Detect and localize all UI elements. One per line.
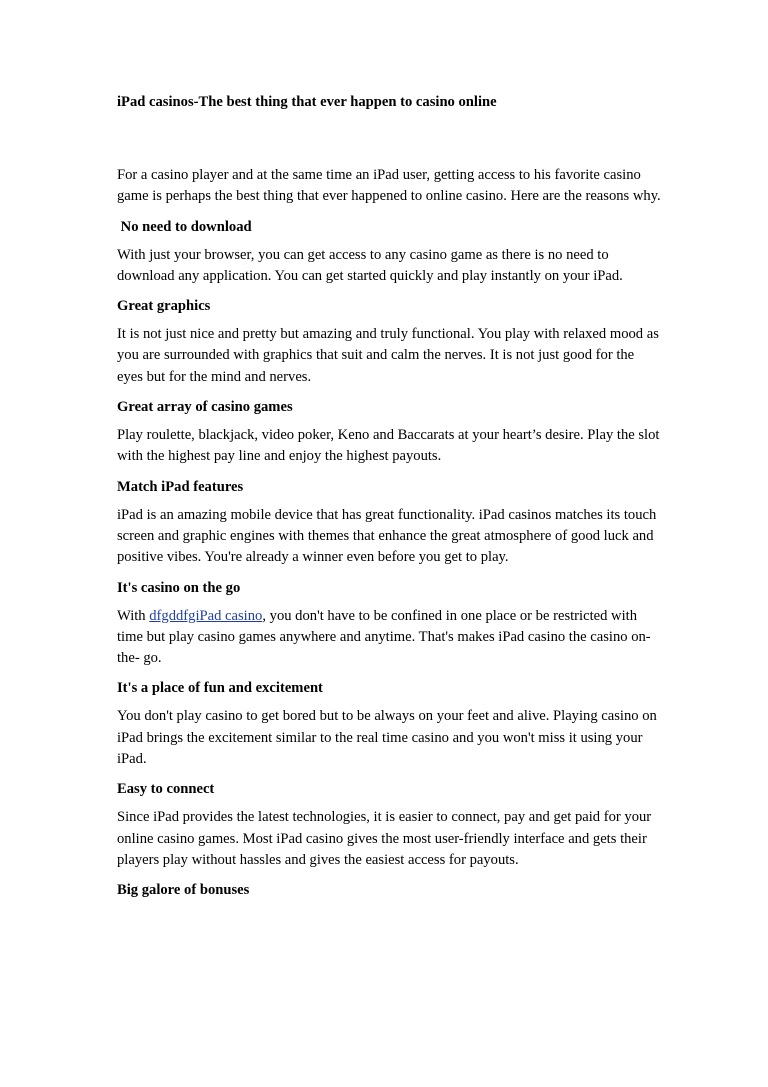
section-text-ipad-features: iPad is an amazing mobile device that has great functionality. iPad casinos matches its touch screen and graphic engines with themes that enhance the great atmosphere of good luck and positive vibes. You're already a winner even before you get to play. [117,506,657,566]
document-title: iPad casinos-The best thing that ever happen to casino online [117,94,497,110]
intro-paragraph: For a casino player and at the same time an iPad user, getting access to his favorite casino game is perhaps the best thing that ever happened to online casino. Here are the reasons why. [117,167,661,205]
section-heading-games: Great array of casino games [117,399,293,416]
section-heading-fun: It's a place of fun and excitement [117,680,323,697]
on-the-go-text-before: With [117,607,150,624]
section-heading-bonuses: Big galore of bonuses [117,882,250,899]
on-the-go-text-after: , you don't have to be confined in one place or be restricted with time but play casino games anywhere and anytime. That's makes iPad casino the casino on- the- go. [117,607,651,667]
document-page [117,92,662,900]
section-heading-connect: Easy to connect [117,781,215,798]
section-text-no-download: With just your browser, you can get access to any casino game as there is no need to download any application. You can get started quickly and play instantly on your iPad. [117,246,623,284]
section-text-on-the-go [117,606,662,670]
section-heading-graphics: Great graphics [117,298,211,315]
ipad-casino-link[interactable]: dfgddfgiPad casino [149,607,263,624]
section-heading-no-download: No need to download [117,218,252,235]
section-heading-on-the-go: It's casino on the go [117,579,241,596]
section-text-graphics: It is not just nice and pretty but amazing and truly functional. You play with relaxed mood as you are surrounded with graphics that suit and calm the nerves. It is not just good for the eyes but for the mind and nerves. [117,326,659,385]
section-text-connect: Since iPad provides the latest technologies, it is easier to connect, pay and get paid for your online casino games. Most iPad casino gives the most user-friendly interface and gets their players play without hassles and gives the easiest access for payouts. [117,809,652,868]
section-heading-ipad-features: Match iPad features [117,478,244,495]
section-text-games: Play roulette, blackjack, video poker, Keno and Baccarats at your heart’s desire. Play the slot with the highest pay line and enjoy the highest payouts. [117,427,660,465]
section-text-fun: You don't play casino to get bored but to be always on your feet and alive. Playing casino on iPad brings the excitement similar to the real time casino and you won't miss it using your iPad. [117,708,657,768]
